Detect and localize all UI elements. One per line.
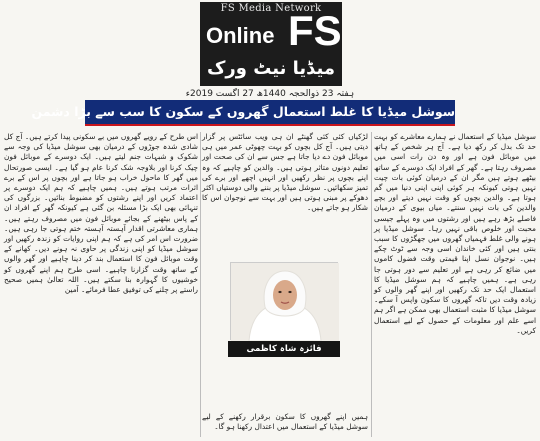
column-text: سوشل میڈیا کے استعمال نے ہمارے معاشرے کو بہت حد تک بدل کر رکھ دیا ہے۔ آج ہر شخص کے ہاتھ میں موبائل فون ہے اور وہ دن رات اسی میں مصروف رہتا ہے۔ گھر کے افراد ایک دوسرے کے ساتھ بیٹھے ہوتے ہیں مگر ان کے درمیان کوئی بات چیت نہیں ہوتی کیونکہ ہر کوئی اپنی اپنی دنیا میں گم ہوتا ہے۔ والدین بچوں کو وقت نہیں دیتے اور بچے والدین کی بات نہیں سنتے۔ میاں بیوی کے درمیان فاصلے بڑھ رہے ہیں اور رشتوں میں وہ پہلے جیسی محبت اور خلوص باقی نہیں رہا۔ سوشل میڈیا پر ہونے والی غلط فہمیاں گھروں میں جھگڑوں کا سبب بنتی ہیں اور کئی خاندان اسی وجہ سے ٹوٹ چکے ہیں۔ نوجوان نسل اپنا قیمتی وقت فضول کاموں میں ضائع کر رہی ہے اور تعلیم سے دور ہوتی جا رہی ہے۔ ہمیں چاہیے کہ ہم سوشل میڈیا کا استعمال ایک حد تک رکھیں اور اپنے گھر والوں کو زیادہ وقت دیں تاکہ گھروں کا سکون واپس آ سکے۔ سوشل میڈیا کا مثبت استعمال بھی ممکن ہے اگر ہم اسے علم اور معلومات کے حصول کے لیے استعمال کریں۔ bbox=[374, 132, 536, 335]
column-divider bbox=[200, 132, 201, 437]
author-photo bbox=[230, 262, 338, 340]
author-caption: فائزہ شاہ کاظمی bbox=[228, 341, 340, 357]
masthead-online: Online bbox=[206, 23, 275, 48]
article-column-left bbox=[4, 132, 198, 437]
masthead-network: FS Media Network bbox=[220, 3, 322, 14]
dateline: ہفتہ 23 ذوالحجہ 1440ھ 27 اگست 2019ء bbox=[185, 89, 355, 99]
column-text: اس طرح کے رویے گھروں میں بے سکونی پیدا کرتے ہیں۔ آج کل شادی شدہ جوڑوں کے درمیان بھی سوشل میڈیا کی وجہ سے شکوک و شبہات جنم لیتے ہیں۔ ایک دوسرے کے موبائل فون چیک کرنا اور بلاوجہ شک کرنا عام ہو گیا ہے۔ ایسی صورتحال میں گھر کا ماحول خراب ہو جاتا ہے اور بچوں پر اس کے برے اثرات مرتب ہوتے ہیں۔ ہمیں چاہیے کہ ہم ایک دوسرے پر اعتماد کریں اور اپنے رشتوں کو مضبوط بنائیں۔ بزرگوں کی تنہائی بھی ایک بڑا مسئلہ بن گئی ہے کیونکہ گھر کے افراد ان کے پاس بیٹھنے کے بجائے موبائل فون میں مصروف رہتے ہیں۔ ہماری معاشرتی اقدار آہستہ آہستہ ختم ہوتی جا رہی ہیں۔ ضرورت اس امر کی ہے کہ ہم اپنی روایات کو زندہ رکھیں اور سوشل میڈیا کو اپنی زندگی پر حاوی نہ ہونے دیں۔ کھانے کے وقت موبائل فون کا استعمال بند کر دینا چاہیے اور گھر والوں کے ساتھ وقت گزارنا چاہیے۔ اسی طرح ہم اپنے گھروں کو خوشیوں کا گہوارہ بنا سکتے ہیں۔ اللہ تعالیٰ ہمیں صحیح راستے پر چلنے کی توفیق عطا فرمائے۔ آمین bbox=[4, 132, 198, 295]
article-column-right bbox=[374, 132, 536, 437]
masthead-logo bbox=[200, 2, 342, 86]
masthead-urdu-title: میڈیا نیٹ ورک bbox=[206, 58, 336, 79]
masthead-fs: FS bbox=[288, 7, 342, 54]
column-text: ہمیں اپنے گھروں کا سکون برقرار رکھنے کے لیے سوشل میڈیا کے استعمال میں اعتدال رکھنا ہو گا۔ bbox=[202, 412, 368, 432]
article-headline: سوشل میڈیا کا غلط استعمال گھروں کے سکون کا سب سے بڑا دشمن bbox=[85, 100, 455, 126]
column-divider bbox=[371, 132, 372, 437]
column-text: لڑکیاں کئی کئی گھنٹے ان ہی ویب سائٹس پر گزار دیتی ہیں۔ آج کل بچوں کو بہت چھوٹی عمر میں ہی موبائل فون دے دیا جاتا ہے جس سے ان کی صحت اور تعلیم دونوں متاثر ہوتی ہیں۔ والدین کو چاہیے کہ وہ اپنے بچوں پر نظر رکھیں اور انہیں اچھے اور برے کی تمیز سکھائیں۔ سوشل میڈیا پر بننے والی دوستیاں اکثر دھوکے پر مبنی ہوتی ہیں اور بہت سے نوجوان اس کا شکار ہو جاتے ہیں۔ bbox=[202, 132, 368, 213]
